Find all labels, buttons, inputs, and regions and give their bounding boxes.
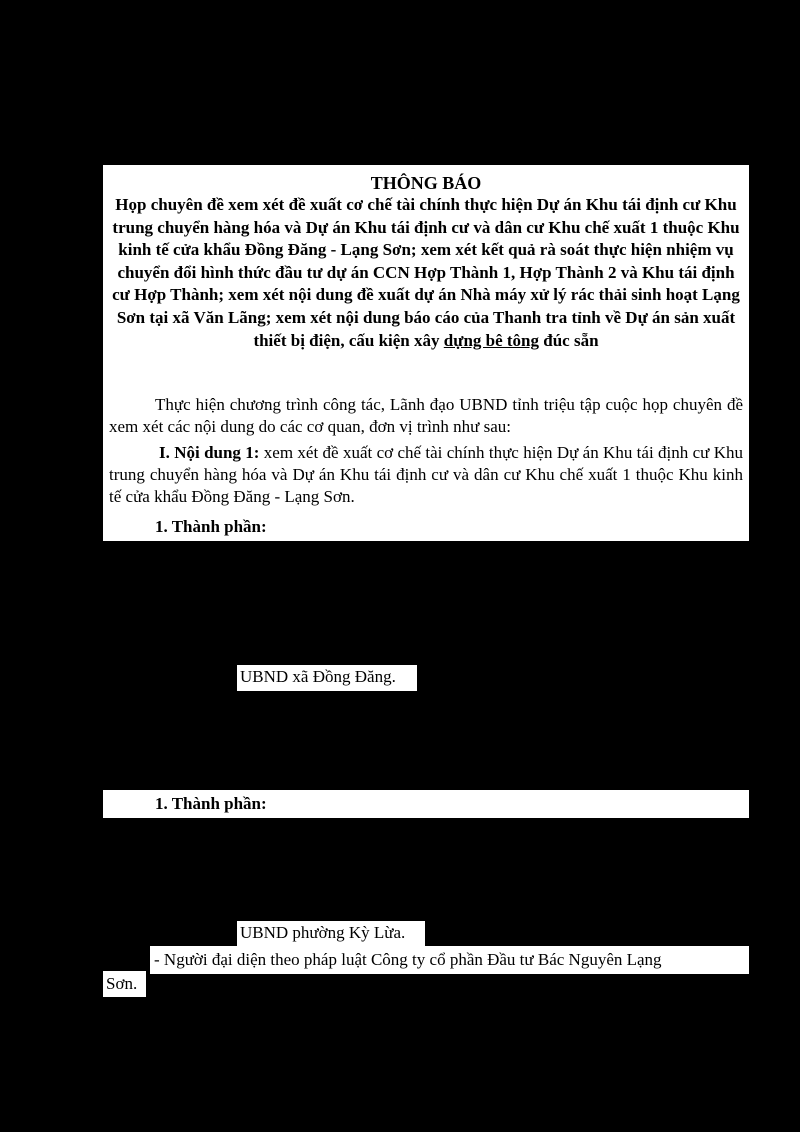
section-2-block <box>103 790 749 818</box>
section-heading-participants: 1. Thành phần: <box>155 517 267 536</box>
text-fragment-ubnd-ky-lua: UBND phường Kỳ Lừa. <box>237 921 425 947</box>
subtitle-underlined: dựng bê tông <box>443 330 540 350</box>
notice-header-block <box>103 165 749 541</box>
subtitle-main: Họp chuyên đề xem xét đề xuất cơ chế tài chính thực hiện Dự án Khu tái định cư Khu trung chuyển hàng hóa và Dự án Khu tái định cư và dân cư Khu chế xuất 1 thuộc Khu kinh tế cửa khẩu Đồng Đăng - Lạng Sơn; xem xét kết quả rà soát thực hiện nhiệm vụ chuyển đổi hình thức đầu tư dự án CCN Hợp Thành 1, Hợp Thành 2 và Khu tái định cư Hợp Thành; xem xét nội dung đề xuất dự án Nhà máy xử lý rác thải sinh hoạt Lạng Sơn tại xã Văn Lãng; xem xét nội dung báo cáo của Thanh tra tỉnh về Dự án sản xuất thiết bị điện, cấu kiện xây <box>112 195 740 350</box>
item-1-text: xem xét đề xuất cơ chế tài chính thực hiện Dự án Khu tái định cư Khu trung chuyển hàng hóa và Dự án Khu tái định cư và dân cư Khu chế xuất 1 thuộc Khu kinh tế cửa khẩu Đồng Đăng - Lạng Sơn. <box>109 443 743 506</box>
subtitle-end: đúc sẵn <box>539 330 599 350</box>
text-fragment-ubnd-dong-dang: UBND xã Đồng Đăng. <box>237 665 417 691</box>
section-heading-participants-2: 1. Thành phần: <box>155 794 267 813</box>
text-fragment-lang-son: Sơn. <box>103 971 146 997</box>
document-subtitle <box>109 194 743 352</box>
text-fragment-company-representative: - Người đại diện theo pháp luật Công ty cổ phần Đầu tư Bác Nguyên Lạng <box>150 946 749 974</box>
item-1-label: I. Nội dung 1: <box>159 443 260 462</box>
intro-paragraph: Thực hiện chương trình công tác, Lãnh đạo UBND tỉnh triệu tập cuộc họp chuyên đề xem xét các nội dung do các cơ quan, đơn vị trình như sau: <box>109 395 743 436</box>
document-title: THÔNG BÁO <box>370 173 482 193</box>
item-1-paragraph <box>109 442 743 508</box>
